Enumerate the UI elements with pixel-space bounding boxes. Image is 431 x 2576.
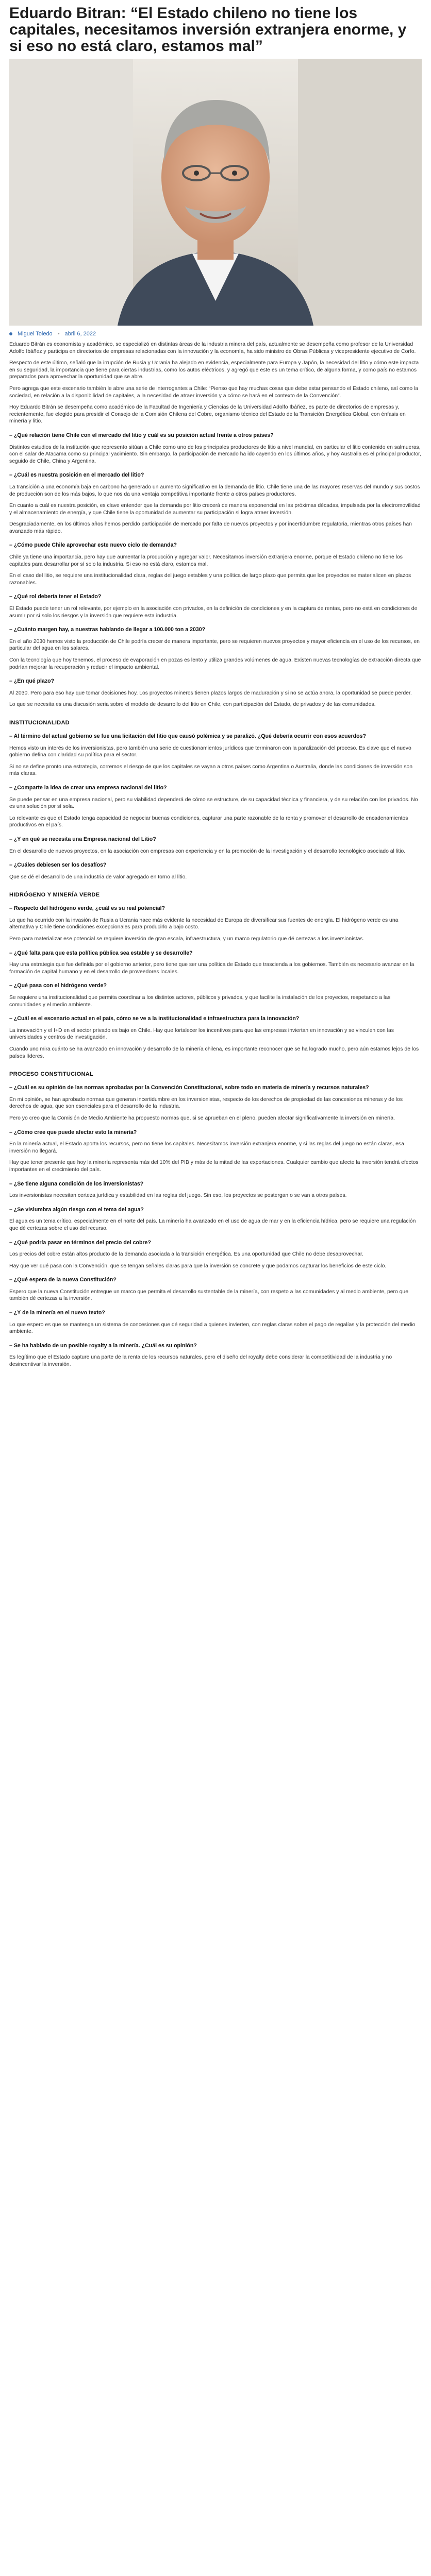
- article-paragraph: En el desarrollo de nuevos proyectos, en la asociación con empresas con experiencia y en la promoción de la investigación y el desarrollo tecnológico asociado al litio.: [9, 848, 406, 854]
- article-paragraph: Hoy Eduardo Bitrán se desempeña como académico de la Facultad de Ingeniería y Ciencias de la Universidad Adolfo Ibáñez, es parte de directorios de empresas y, recientemente, fue elegido para presidir el Consejo de la Comisión Chilena del Cobre, organismo técnico del Estado de la Transición Energética Global, con énfasis en minería y litio.: [9, 404, 406, 425]
- interview-question: – ¿Se tiene alguna condición de los inversionistas?: [9, 1180, 144, 1187]
- interview-question: – Se ha hablado de un posible royalty a la minería. ¿Cuál es su opinión?: [9, 1342, 197, 1349]
- interview-question: – ¿Cuál es el escenario actual en el país, cómo se ve a la institucionalidad e infraestructura para la innovación?: [9, 1015, 300, 1022]
- interview-question: – ¿Y de la minería en el nuevo texto?: [9, 1310, 105, 1316]
- meta-separator: •: [57, 331, 60, 337]
- interview-question: – ¿En qué plazo?: [9, 678, 55, 685]
- interview-question: – ¿Cómo cree que puede afectar esto la minería?: [9, 1129, 137, 1136]
- interview-question: – Al término del actual gobierno se fue una licitación del litio que causó polémica y se paralizó. ¿Qué debería ocurrir con esos acuerdos?: [9, 733, 366, 739]
- interview-question: – ¿Qué espera de la nueva Constitución?: [9, 1277, 117, 1283]
- article-paragraph: En el año 2030 hemos visto la producción de Chile podría crecer de manera importante, pero se requieren nuevos proyectos y mayor eficiencia en el uso de los recursos, en particular del agua en los salares.: [9, 638, 420, 652]
- section-heading: PROCESO CONSTITUCIONAL: [9, 1071, 94, 1078]
- article-hero-image: [9, 59, 422, 326]
- article-paragraph: En la minería actual, el Estado aporta los recursos, pero no tiene los capitales. Necesitamos inversión extranjera enorme, y si las reglas del juego no están claras, esa inversión no llegará.: [9, 1141, 404, 1154]
- interview-question: – ¿Comparte la idea de crear una empresa nacional del litio?: [9, 784, 167, 791]
- article-date: abril 6, 2022: [64, 331, 96, 337]
- interview-question: – ¿Y en qué se necesita una Empresa nacional del Litio?: [9, 836, 156, 842]
- article-paragraph: Al 2030. Pero para eso hay que tomar decisiones hoy. Los proyectos mineros tienen plazos largos de maduración y si no se actúa ahora, la oportunidad se puede perder.: [9, 690, 412, 696]
- article-paragraph: Es legítimo que el Estado capture una parte de la renta de los recursos naturales, pero el diseño del royalty debe considerar la competitividad de la industria y no desincentivar la inversión.: [9, 1354, 392, 1368]
- article-paragraph: Lo que espero es que se mantenga un sistema de concesiones que dé seguridad a quienes invierten, con reglas claras sobre el pago de regalías y la protección del medio ambiente.: [9, 1321, 416, 1335]
- article-paragraph: La innovación y el I+D en el sector privado es bajo en Chile. Hay que fortalecer los incentivos para que las empresas inviertan en innovación y se vinculen con las universidades y centros de investigación.: [9, 1027, 394, 1041]
- article-paragraph: Espero que la nueva Constitución entregue un marco que permita el desarrollo sustentable de la minería, con respeto a las comunidades y al medio ambiente, pero que también dé certezas a la inversión.: [9, 1289, 408, 1302]
- interview-question: – ¿Qué rol debería tener el Estado?: [9, 594, 102, 600]
- article-paragraph: Pero yo creo que la Comisión de Medio Ambiente ha propuesto normas que, si se aprueban en el pleno, pueden afectar significativamente la inversión en minería.: [9, 1115, 395, 1121]
- article-paragraph: Lo relevante es que el Estado tenga capacidad de negociar buenas condiciones, capturar una parte razonable de la renta y promover el desarrollo de encadenamientos productivos en el país.: [9, 815, 408, 828]
- article-paragraph: Lo que ha ocurrido con la invasión de Rusia a Ucrania hace más evidente la necesidad de Europa de diversificar sus fuentes de energía. El hidrógeno verde es una alternativa y Chile tiene condiciones excepcionales para producirlo a bajo costo.: [9, 917, 399, 930]
- author-dot-icon: [9, 332, 12, 335]
- article-paragraph: Los precios del cobre están altos producto de la demanda asociada a la transición energética. Es una oportunidad que Chile no debe desaprovechar.: [9, 1251, 363, 1258]
- article-paragraph: Con la tecnología que hoy tenemos, el proceso de evaporación en pozas es lento y utiliza grandes volúmenes de agua. Existen nuevas tecnologías de extracción directa que podrían mejorar la recuperación y reducir el impacto ambiental.: [9, 657, 421, 670]
- article-paragraph: Desgraciadamente, en los últimos años hemos perdido participación de mercado por falta de nuevos proyectos y por incertidumbre regulatoria, mientras otros países han avanzado más rápido.: [9, 521, 412, 534]
- article-paragraph: Si no se define pronto una estrategia, corremos el riesgo de que los capitales se vayan a otros países como Argentina o Australia, donde las condiciones de inversión son más claras.: [9, 764, 413, 777]
- interview-question: – ¿Cuál es su opinión de las normas aprobadas por la Convención Constitucional, sobre todo en materia de minería y recursos naturales?: [9, 1084, 369, 1091]
- section-heading: INSTITUCIONALIDAD: [9, 719, 70, 726]
- interview-question: – ¿Cuánto margen hay, a nuestras hablando de llegar a 100.000 ton a 2030?: [9, 626, 206, 633]
- article-paragraph: Chile ya tiene una importancia, pero hay que aumentar la producción y agregar valor. Necesitamos inversión extranjera enorme, porque el Estado chileno no tiene los capitales para desarrollar por sí solo la industria. Si eso no está claro, estamos mal.: [9, 554, 403, 567]
- article-paragraph: Hay que tener presente que hoy la minería representa más del 10% del PIB y más de la mitad de las exportaciones. Cualquier cambio que afecte la inversión tendrá efectos importantes en el crecimiento del país.: [9, 1160, 419, 1173]
- article-paragraph: El Estado puede tener un rol relevante, por ejemplo en la asociación con privados, en la definición de condiciones y en la captura de rentas, pero no está en condiciones de asumir por sí solo los riesgos y la inversión que requiere esta industria.: [9, 606, 418, 619]
- article-headline: Eduardo Bitran: “El Estado chileno no tiene los capitales, necesitamos inversión extranjera enorme, y si eso no está claro, estamos mal”: [9, 5, 407, 55]
- section-heading: HIDRÓGENO Y MINERÍA VERDE: [9, 892, 100, 899]
- article-paragraph: Pero para materializar ese potencial se requiere inversión de gran escala, infraestructura, y un marco regulatorio que dé certezas a los inversionistas.: [9, 936, 364, 942]
- author-link[interactable]: Miguel Toledo: [18, 331, 53, 337]
- article-paragraph: La transición a una economía baja en carbono ha generado un aumento significativo en la demanda de litio. Chile tiene una de las mayores reservas del mundo y sus costos de producción son de los más bajos, lo que nos da una ventaja competitiva importante frente a otros países productores.: [9, 484, 420, 497]
- interview-question: – ¿Se vislumbra algún riesgo con el tema del agua?: [9, 1206, 144, 1213]
- article-paragraph: Se puede pensar en una empresa nacional, pero su viabilidad dependerá de cómo se estructure, de su capacidad técnica y financiera, y de su relación con los privados. No es una solución por sí sola.: [9, 796, 418, 810]
- article-paragraph: Los inversionistas necesitan certeza jurídica y estabilidad en las reglas del juego. Sin eso, los proyectos se postergan o se van a otros países.: [9, 1193, 347, 1199]
- interview-question: – ¿Qué pasa con el hidrógeno verde?: [9, 982, 107, 989]
- article-paragraph: Hay una estrategia que fue definida por el gobierno anterior, pero tiene que ser una política de Estado que trascienda a los gobiernos. También es necesario avanzar en la formación de capital humano y en el desarrollo de proveedores locales.: [9, 962, 415, 975]
- article-paragraph: En cuanto a cuál es nuestra posición, es clave entender que la demanda por litio crecerá de manera exponencial en las próximas décadas, impulsada por la electromovilidad y el almacenamiento de energía, y que Chile tiene la oportunidad de aumentar su participación si logra atraer inversión.: [9, 503, 421, 516]
- interview-question: – ¿Qué podría pasar en términos del precio del cobre?: [9, 1239, 151, 1246]
- interview-question: – ¿Cuáles debiesen ser los desafíos?: [9, 862, 107, 869]
- article-paragraph: Que se dé el desarrollo de una industria de valor agregado en torno al litio.: [9, 874, 187, 880]
- interview-question: – ¿Cuál es nuestra posición en el mercado del litio?: [9, 472, 144, 479]
- portrait-illustration: [9, 59, 422, 326]
- article-paragraph: El agua es un tema crítico, especialmente en el norte del país. La minería ha avanzado en el uso de agua de mar y en la eficiencia hídrica, pero se requiere una regulación que dé certezas sobre el uso del recurso.: [9, 1218, 416, 1231]
- interview-question: – ¿Cómo puede Chile aprovechar este nuevo ciclo de demanda?: [9, 542, 177, 549]
- article-paragraph: Hay que ver qué pasa con la Convención, que se tengan señales claras para que la inversión se concrete y que podamos capturar los beneficios de este ciclo.: [9, 1263, 387, 1269]
- article-paragraph: Se requiere una institucionalidad que permita coordinar a los distintos actores, públicos y privados, y que facilite la instalación de los proyectos, respetando a las comunidades y el medio ambiente.: [9, 995, 391, 1008]
- article-paragraph: Hemos visto un interés de los inversionistas, pero también una serie de cuestionamientos jurídicos que terminaron con la paralización del proceso. Es clave que el nuevo gobierno defina con claridad su política para el sector.: [9, 745, 411, 758]
- interview-question: – Respecto del hidrógeno verde, ¿cuál es su real potencial?: [9, 905, 165, 912]
- article-paragraph: Respecto de este último, señaló que la irrupción de Rusia y Ucrania ha alejado en evidencia, especialmente para Europa y Japón, la necesidad del litio y cómo este impacta en su seguridad, la importancia que tiene para ciertas industrias, como los autos eléctricos, y agregó que este es un tema crítico, de alguna forma, y como país no estamos preparados para aprovechar la oportunidad que se abre.: [9, 360, 419, 380]
- interview-question: – ¿Qué relación tiene Chile con el mercado del litio y cuál es su posición actual frente a otros países?: [9, 432, 274, 438]
- article-body: [9, 341, 422, 1368]
- article-paragraph: En mi opinión, se han aprobado normas que generan incertidumbre en los inversionistas, respecto de los derechos de propiedad de las concesiones mineras y de los derechos de agua, que son esenciales para el desarrollo de la industria.: [9, 1096, 403, 1110]
- article-paragraph: Distintos estudios de la institución que represento sitúan a Chile como uno de los principales productores de litio a nivel mundial, en particular el litio contenido en salmueras, con el salar de Atacama como su principal yacimiento. Sin embargo, la participación de mercado ha ido cayendo en los últimos años, y hoy Australia es el principal productor, seguido de Chile, China y Argentina.: [9, 444, 421, 464]
- article-paragraph: Eduardo Bitrán es economista y académico, se especializó en distintas áreas de la industria minera del país, actualmente se desempeña como profesor de la Universidad Adolfo Ibáñez y participa en directorios de empresas relacionadas con la innovación y la economía, ha sido ministro de Obras Públicas y vicepresidente ejecutivo de Corfo.: [9, 342, 416, 354]
- article-paragraph: Lo que se necesita es una discusión seria sobre el modelo de desarrollo del litio en Chile, con participación del Estado, de privados y de las comunidades.: [9, 702, 376, 708]
- article-paragraph: Pero agrega que este escenario también le abre una serie de interrogantes a Chile: “Pienso que hay muchas cosas que debe estar pensando el Estado chileno, así como la sociedad, en relación a la disponibilidad de capitales, a la necesidad de atraer inversión y a cómo se hará en el contexto de la Convención”.: [9, 385, 419, 399]
- article-meta: [9, 331, 422, 337]
- article-paragraph: En el caso del litio, se requiere una institucionalidad clara, reglas del juego estables y una política de largo plazo que permita que los proyectos se materialicen en plazos razonables.: [9, 573, 411, 586]
- article-paragraph: Cuando uno mira cuánto se ha avanzado en innovación y desarrollo de la minería chilena, es importante reconocer que se ha logrado mucho, pero aún estamos lejos de los países líderes.: [9, 1046, 419, 1059]
- interview-question: – ¿Qué falta para que esta política pública sea estable y se desarrolle?: [9, 950, 193, 956]
